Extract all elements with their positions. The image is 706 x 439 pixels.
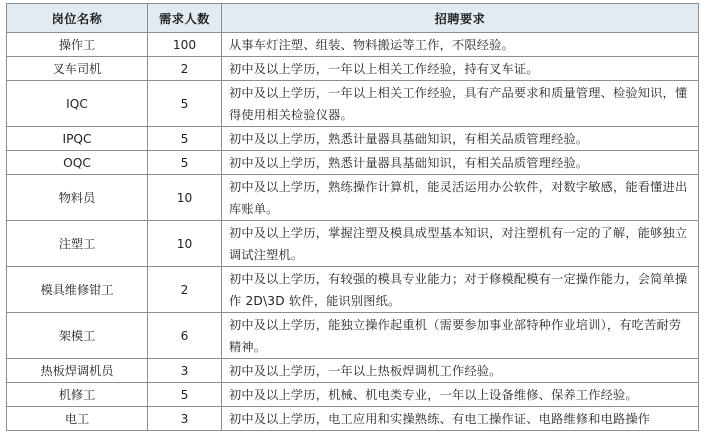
requirements-cell: 初中及以上学历，熟悉计量器具基础知识，有相关品质管理经验。 (222, 127, 699, 151)
position-cell: 架模工 (7, 313, 148, 359)
table-row (7, 175, 699, 221)
requirements-cell: 初中及以上学历，机械、机电类专业，一年以上设备维修、保养工作经验。 (222, 383, 699, 407)
count-cell: 5 (148, 383, 222, 407)
requirements-cell: 初中及以上学历，一年以上相关工作经验，持有叉车证。 (222, 57, 699, 81)
position-cell: 物料员 (7, 175, 148, 221)
position-cell: 模具维修钳工 (7, 267, 148, 313)
requirements-cell: 初中及以上学历，一年以上热板焊调机工作经验。 (222, 359, 699, 383)
position-cell: 机修工 (7, 383, 148, 407)
requirements-cell: 初中及以上学历，一年以上相关工作经验，具有产品要求和质量管理、检验知识，懂得使用相关检验仪器。 (222, 81, 699, 127)
count-cell: 5 (148, 127, 222, 151)
table-row (7, 267, 699, 313)
requirements-cell: 初中及以上学历，能独立操作起重机（需要参加事业部特种作业培训），有吃苦耐劳精神。 (222, 313, 699, 359)
requirements-cell: 初中及以上学历，熟练操作计算机，能灵活运用办公软件，对数字敏感，能看懂进出库账单。 (222, 175, 699, 221)
table-row (7, 81, 699, 127)
count-cell: 2 (148, 267, 222, 313)
table-row (7, 33, 699, 57)
recruitment-table (6, 3, 699, 431)
table-row (7, 221, 699, 267)
requirements-cell: 初中及以上学历，电工应用和实操熟练、有电工操作证、电路维修和电路操作 (222, 407, 699, 431)
requirements-cell: 初中及以上学历，掌握注塑及模具成型基本知识，对注塑机有一定的了解，能够独立调试注塑机。 (222, 221, 699, 267)
recruitment-table-container (6, 3, 698, 431)
count-cell: 5 (148, 151, 222, 175)
requirements-cell: 初中及以上学历，熟悉计量器具基础知识，有相关品质管理经验。 (222, 151, 699, 175)
table-row (7, 407, 699, 431)
position-cell: 热板焊调机员 (7, 359, 148, 383)
requirements-cell: 初中及以上学历，有较强的模具专业能力；对于修模配模有一定操作能力，会简单操作 2D\3D 软件，能识别图纸。 (222, 267, 699, 313)
count-cell: 3 (148, 359, 222, 383)
position-cell: IQC (7, 81, 148, 127)
header-requirements: 招聘要求 (222, 4, 699, 33)
header-count: 需求人数 (148, 4, 222, 33)
position-cell: 叉车司机 (7, 57, 148, 81)
position-cell: OQC (7, 151, 148, 175)
count-cell: 10 (148, 221, 222, 267)
position-cell: 操作工 (7, 33, 148, 57)
requirements-cell: 从事车灯注塑、组装、物料搬运等工作，不限经验。 (222, 33, 699, 57)
table-row (7, 313, 699, 359)
table-row (7, 151, 699, 175)
position-cell: 电工 (7, 407, 148, 431)
count-cell: 6 (148, 313, 222, 359)
table-row (7, 57, 699, 81)
count-cell: 2 (148, 57, 222, 81)
table-header-row (7, 4, 699, 33)
count-cell: 3 (148, 407, 222, 431)
table-row (7, 127, 699, 151)
count-cell: 5 (148, 81, 222, 127)
position-cell: IPQC (7, 127, 148, 151)
header-position: 岗位名称 (7, 4, 148, 33)
table-row (7, 359, 699, 383)
count-cell: 100 (148, 33, 222, 57)
table-row (7, 383, 699, 407)
position-cell: 注塑工 (7, 221, 148, 267)
count-cell: 10 (148, 175, 222, 221)
